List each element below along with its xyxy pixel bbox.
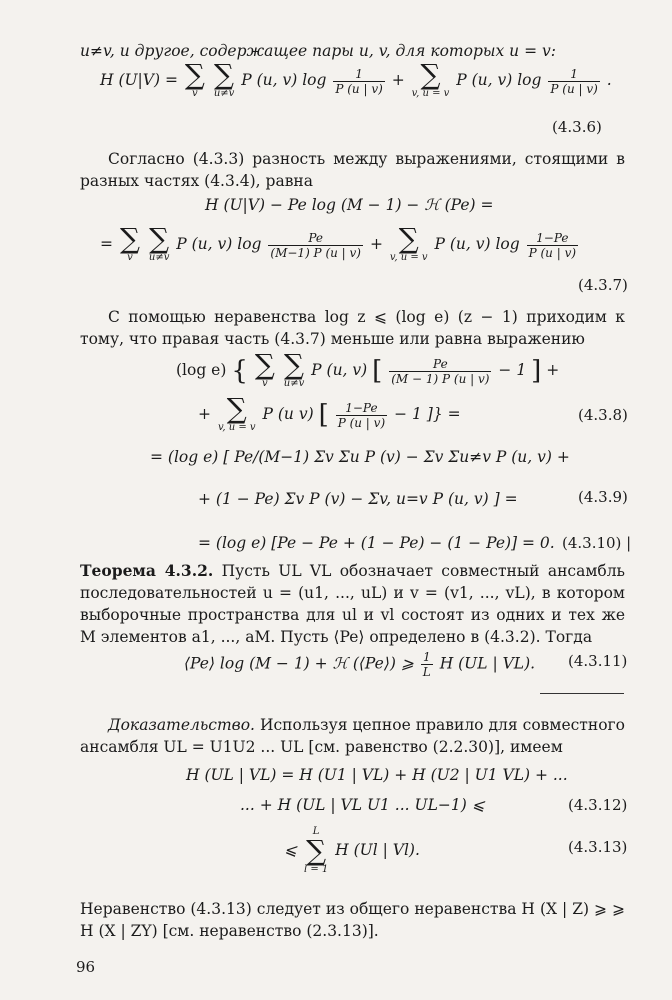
fraction: $\frac{1-Pe}{P (u | v)}$ (528, 230, 577, 260)
equation-4-3-13: ⩽ L ∑ l = 1 H (Ul | Vl). (284, 826, 420, 875)
equation-number: (4.3.11) (568, 652, 628, 670)
equation-4-3-11: ⟨Pe⟩ log (M − 1) + ℋ (⟨Pe⟩) ⩾ $\frac{1}{L}$ H (UL | VL). (184, 650, 536, 679)
equation-4-3-10: = (log e) [Pe − Pe + (1 − Pe) − (1 − Pe)] = 0. (198, 534, 555, 552)
equation-number: (4.3.7) (578, 276, 628, 294)
paragraph: Неравенство (4.3.13) следует из общего неравенства H (X | Z) ⩾ ⩾ H (X | ZY) [см. неравенство (2.3.13)]. (80, 900, 625, 940)
fraction: $\frac{1}{P (u | v)}$ (550, 66, 598, 96)
sum-symbol: ∑ u≠v (148, 222, 170, 263)
paragraph: С помощью неравенства log z ⩽ (log e) (z − 1) приходим к тому, что правая часть (4.3.7) меньше или равна выражению (80, 308, 625, 348)
plus-sign: + (391, 71, 405, 89)
equation-number: (4.3.9) (578, 488, 628, 506)
equation-4-3-12-line1: H (UL | VL) = H (U1 | VL) + H (U2 | U1 VL) + ... (186, 766, 568, 784)
equation-number: (4.3.6) (552, 118, 602, 136)
equation-number: (4.3.8) (578, 406, 628, 424)
fraction: $\frac{Pe}{(M - 1) P (u | v)}$ (391, 356, 490, 386)
eq436-term2: P (u, v) log (456, 71, 542, 89)
equation-4-3-8-line2: + ∑ v, u = v P (u v) [ $\frac{1-Pe}{P (u | v)}$ − 1 ]} = (198, 392, 461, 433)
equation-number: (4.3.13) (568, 838, 628, 856)
intro-line: u≠v, и другое, содержащее пары u, v, для которых u = v: (80, 42, 556, 60)
sum-symbol: L ∑ l = 1 (303, 826, 329, 875)
equation-4-3-9-line2: + (1 − Pe) Σv P (v) − Σv, u=v P (u, v) ] = (198, 490, 518, 508)
sum-symbol: ∑ u≠v (283, 348, 305, 389)
theorem (80, 560, 625, 648)
sum-symbol: ∑ u≠v (213, 58, 235, 99)
fraction: $\frac{1}{L}$ (422, 650, 431, 679)
eq436-term1: P (u, v) log (241, 71, 327, 89)
eq436-lhs: H (U|V) = (100, 71, 178, 89)
equation-4-3-8-line1: (log e) { ∑ v ∑ u≠v P (u, v) [ $\frac{Pe}{(M - 1) P (u | v)}$ − 1 ] + (176, 348, 560, 389)
sum-symbol: ∑ v, u = v (411, 58, 450, 99)
theorem-label: Теорема 4.3.2. (80, 561, 214, 580)
proof-text: Используя цепное правило для совместного ансамбля UL = U1U2 ... UL [см. равенство (2.2.30)], имеем (80, 716, 625, 756)
fraction: $\frac{1-Pe}{P (u | v)}$ (337, 400, 386, 430)
equation-4-3-9-line1: = (log e) [ Pe/(M−1) Σv Σu P (v) − Σv Σu≠v P (u, v) + (150, 448, 570, 466)
sum-symbol: ∑ v, u = v (217, 392, 256, 433)
equation-number: (4.3.12) (568, 796, 628, 814)
equation-4-3-12-line2: ... + H (UL | VL U1 ... UL−1) ⩽ (240, 796, 485, 814)
sum-symbol: ∑ v (119, 222, 140, 263)
sum-symbol: ∑ v (184, 58, 205, 99)
equation-4-3-6: H (U|V) = ∑ v ∑ u≠v P (u, v) log $\frac{1}{P (u | v)}$ + ∑ v, u = v P (u, v) log $\frac{1}{P (u | v)}$ . (100, 58, 612, 99)
sum-symbol: ∑ v, u = v (389, 222, 428, 263)
theorem-text: Пусть UL VL обозначает совместный ансамбль последовательностей u = (u1, ..., uL) и v = (v1, ..., vL), в котором выборочные пространства для ul и vl состоят из одних и тех же M элементов a1, ..., aM. Пусть ⟨Pe⟩ определено в (4.3.2). Тогда (80, 562, 625, 646)
paragraph: Согласно (4.3.3) разность между выражениями, стоящими в разных частях (4.3.4), равна (80, 150, 625, 190)
equation-4-3-7-line1: H (U|V) − Pe log (M − 1) − ℋ (Pe) = (205, 196, 494, 214)
fraction: $\frac{1}{P (u | v)}$ (335, 66, 383, 96)
equation-number: (4.3.10) | (562, 534, 632, 552)
fraction: $\frac{Pe}{(M-1) P (u | v)}$ (270, 230, 361, 260)
proof-label: Доказательство. (108, 716, 255, 734)
section-divider (540, 693, 624, 694)
sum-symbol: ∑ v (254, 348, 275, 389)
page-number: 96 (76, 958, 96, 976)
equation-4-3-7-line2: = ∑ v ∑ u≠v P (u, v) log $\frac{Pe}{(M-1) P (u | v)}$ + ∑ v, u = v P (u, v) log $\frac{1-Pe}{P (u | v)}$ (100, 222, 577, 263)
proof (80, 714, 625, 758)
